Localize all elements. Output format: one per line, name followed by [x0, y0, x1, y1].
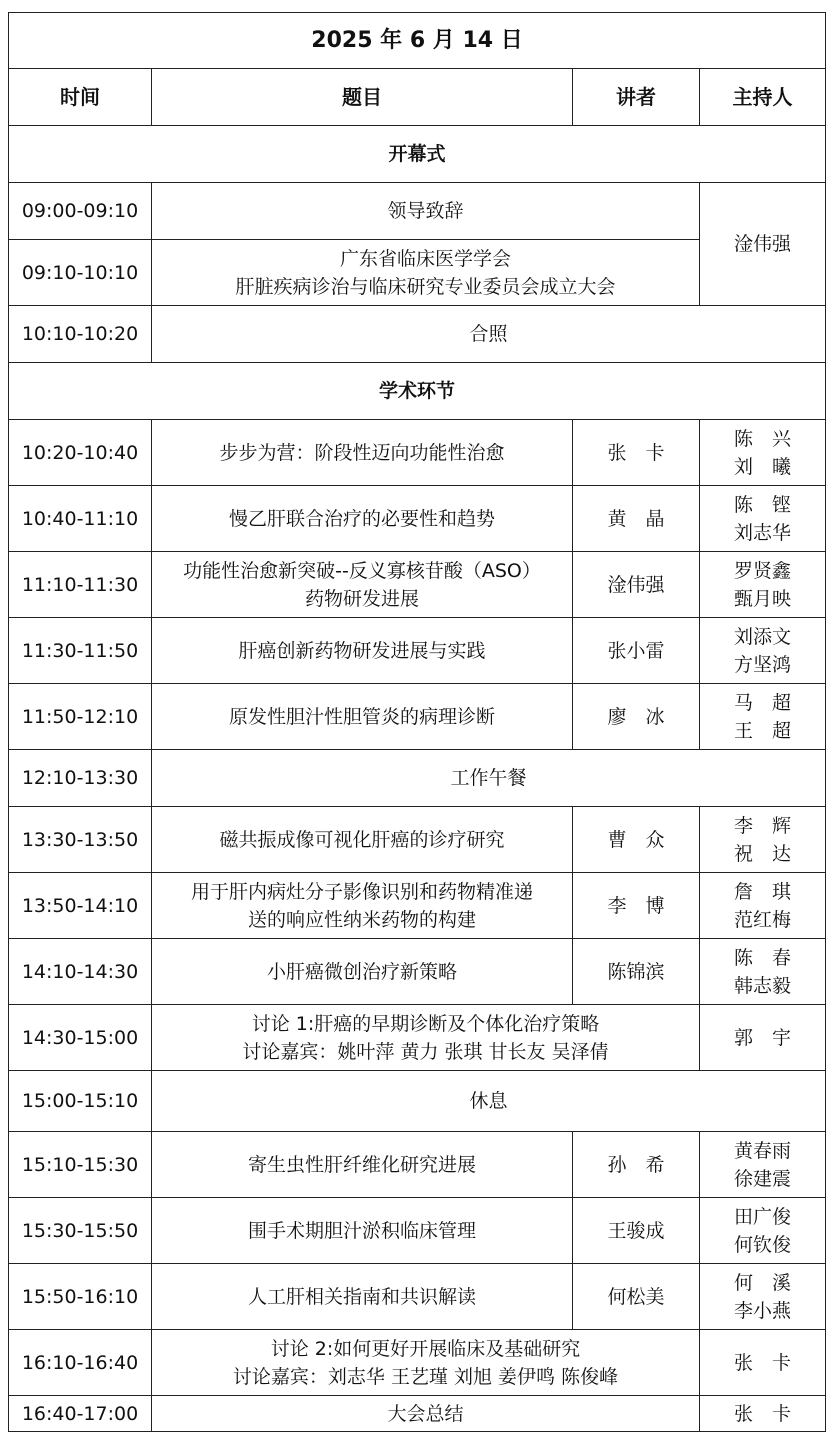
discussion-guests: 讨论嘉宾：刘志华 王艺瑾 刘旭 姜伊鸣 陈俊峰: [232, 1365, 619, 1388]
host-cell: [700, 684, 826, 750]
header-topic: 题目: [152, 69, 573, 126]
topic-cell: [152, 618, 573, 684]
topic-line: 围手术期胆汁淤积临床管理: [247, 1219, 476, 1242]
topic-cell: 工作午餐: [152, 750, 826, 807]
table-row: [9, 684, 826, 750]
host-cell: [700, 420, 826, 486]
host-name: 方坚鸿: [734, 653, 792, 676]
host-cell: [700, 1264, 826, 1330]
speaker-cell: 张 卡: [573, 420, 700, 486]
time-cell: 15:30-15:50: [9, 1198, 152, 1264]
section-opening: 开幕式: [9, 126, 826, 183]
topic-cell: [152, 552, 573, 618]
topic-line: 广东省临床医学学会: [339, 247, 511, 270]
host-cell: [700, 552, 826, 618]
host-name: 何钦俊: [734, 1233, 792, 1256]
topic-line: 步步为营：阶段性迈向功能性治愈: [219, 441, 505, 464]
time-cell: 16:40-17:00: [9, 1396, 152, 1432]
host-name: 刘志华: [734, 521, 792, 544]
schedule-date: 2025 年 6 月 14 日: [9, 13, 826, 69]
topic-line: 原发性胆汁性胆管炎的病理诊断: [228, 705, 495, 728]
host-cell: 张 卡: [700, 1396, 826, 1432]
topic-cell: 休息: [152, 1071, 826, 1132]
speaker-cell: 王骏成: [573, 1198, 700, 1264]
time-cell: 10:20-10:40: [9, 420, 152, 486]
host-name: 何 溪: [734, 1271, 792, 1294]
speaker-cell: 孙 希: [573, 1132, 700, 1198]
table-row: [9, 939, 826, 1005]
host-name: 刘 曦: [734, 455, 792, 478]
topic-cell: 领导致辞: [152, 183, 700, 240]
host-name: 韩志毅: [734, 974, 792, 997]
header-host: 主持人: [700, 69, 826, 126]
time-cell: 13:50-14:10: [9, 873, 152, 939]
time-cell: 16:10-16:40: [9, 1330, 152, 1396]
table-row: [9, 618, 826, 684]
table-row: [9, 1198, 826, 1264]
host-cell: [700, 1198, 826, 1264]
host-name: 祝 达: [734, 842, 792, 865]
time-cell: 14:10-14:30: [9, 939, 152, 1005]
topic-cell: [152, 873, 573, 939]
time-cell: 11:10-11:30: [9, 552, 152, 618]
host-name: 陈 铿: [734, 493, 792, 516]
host-name: 黄春雨: [734, 1139, 792, 1162]
topic-cell: [152, 1198, 573, 1264]
table-row: [9, 1071, 826, 1132]
speaker-cell: 何松美: [573, 1264, 700, 1330]
speaker-cell: 廖 冰: [573, 684, 700, 750]
host-cell: [700, 486, 826, 552]
topic-cell: 大会总结: [152, 1396, 700, 1432]
topic-line: 人工肝相关指南和共识解读: [247, 1285, 476, 1308]
host-name: 陈 兴: [734, 427, 792, 450]
topic-cell: [152, 1330, 700, 1396]
host-name: 王 超: [734, 719, 792, 742]
time-cell: 15:50-16:10: [9, 1264, 152, 1330]
topic-line: 送的响应性纳米药物的构建: [247, 908, 476, 931]
topic-cell: 合照: [152, 306, 826, 363]
header-time: 时间: [9, 69, 152, 126]
topic-cell: [152, 939, 573, 1005]
host-name: 詹 琪: [734, 880, 792, 903]
discussion-guests: 讨论嘉宾：姚叶萍 黄力 张琪 甘长友 吴泽倩: [242, 1040, 609, 1063]
speaker-cell: 李 博: [573, 873, 700, 939]
host-name: 刘添文: [734, 625, 792, 648]
topic-line: 肝脏疾病诊治与临床研究专业委员会成立大会: [235, 275, 616, 298]
topic-line: 讨论 2:如何更好开展临床及基础研究: [270, 1337, 581, 1360]
table-row: [9, 1264, 826, 1330]
speaker-cell: 黄 晶: [573, 486, 700, 552]
time-cell: 10:40-11:10: [9, 486, 152, 552]
table-row: [9, 1005, 826, 1071]
host-cell: 张 卡: [700, 1330, 826, 1396]
host-cell: 淦伟强: [700, 183, 826, 306]
topic-line: 小肝癌微创治疗新策略: [266, 960, 457, 983]
speaker-cell: 陈锦滨: [573, 939, 700, 1005]
table-row: [9, 750, 826, 807]
table-row: [9, 1330, 826, 1396]
speaker-cell: 张小雷: [573, 618, 700, 684]
time-cell: 11:50-12:10: [9, 684, 152, 750]
time-cell: 12:10-13:30: [9, 750, 152, 807]
speaker-cell: 淦伟强: [573, 552, 700, 618]
topic-line: 讨论 1:肝癌的早期诊断及个体化治疗策略: [251, 1012, 600, 1035]
host-name: 马 超: [734, 691, 792, 714]
time-cell: 14:30-15:00: [9, 1005, 152, 1071]
time-cell: 13:30-13:50: [9, 807, 152, 873]
table-row: [9, 486, 826, 552]
host-cell: [700, 939, 826, 1005]
topic-cell: [152, 240, 700, 306]
host-name: 陈 春: [734, 946, 792, 969]
topic-cell: [152, 684, 573, 750]
schedule-table: [8, 12, 826, 1432]
topic-line: 磁共振成像可视化肝癌的诊疗研究: [219, 828, 505, 851]
time-cell: 15:00-15:10: [9, 1071, 152, 1132]
host-name: 田广俊: [734, 1205, 792, 1228]
topic-cell: [152, 1264, 573, 1330]
time-cell: 15:10-15:30: [9, 1132, 152, 1198]
speaker-cell: 曹 众: [573, 807, 700, 873]
topic-cell: [152, 807, 573, 873]
host-name: 范红梅: [734, 908, 792, 931]
host-cell: 郭 宇: [700, 1005, 826, 1071]
topic-line: 功能性治愈新突破--反义寡核苷酸（ASO）: [183, 559, 541, 582]
host-cell: [700, 807, 826, 873]
table-row: [9, 873, 826, 939]
host-name: 李小燕: [734, 1299, 792, 1322]
header-speaker: 讲者: [573, 69, 700, 126]
time-cell: 09:00-09:10: [9, 183, 152, 240]
topic-cell: [152, 486, 573, 552]
host-cell: [700, 618, 826, 684]
host-name: 李 辉: [734, 814, 792, 837]
topic-cell: [152, 1132, 573, 1198]
topic-line: 寄生虫性肝纤维化研究进展: [247, 1153, 476, 1176]
section-academic: 学术环节: [9, 363, 826, 420]
table-row: [9, 807, 826, 873]
time-cell: 09:10-10:10: [9, 240, 152, 306]
topic-cell: [152, 420, 573, 486]
host-cell: [700, 873, 826, 939]
topic-line: 肝癌创新药物研发进展与实践: [238, 639, 486, 662]
table-row: [9, 420, 826, 486]
topic-line: 用于肝内病灶分子影像识别和药物精准递: [190, 880, 533, 903]
table-row: [9, 1132, 826, 1198]
host-name: 徐建震: [734, 1167, 792, 1190]
table-row: [9, 1396, 826, 1432]
table-row: [9, 552, 826, 618]
time-cell: 10:10-10:20: [9, 306, 152, 363]
topic-cell: [152, 1005, 700, 1071]
time-cell: 11:30-11:50: [9, 618, 152, 684]
topic-line: 慢乙肝联合治疗的必要性和趋势: [228, 507, 495, 530]
host-name: 罗贤鑫: [734, 559, 792, 582]
host-name: 甄月映: [734, 587, 792, 610]
host-cell: [700, 1132, 826, 1198]
topic-line: 药物研发进展: [304, 587, 419, 610]
